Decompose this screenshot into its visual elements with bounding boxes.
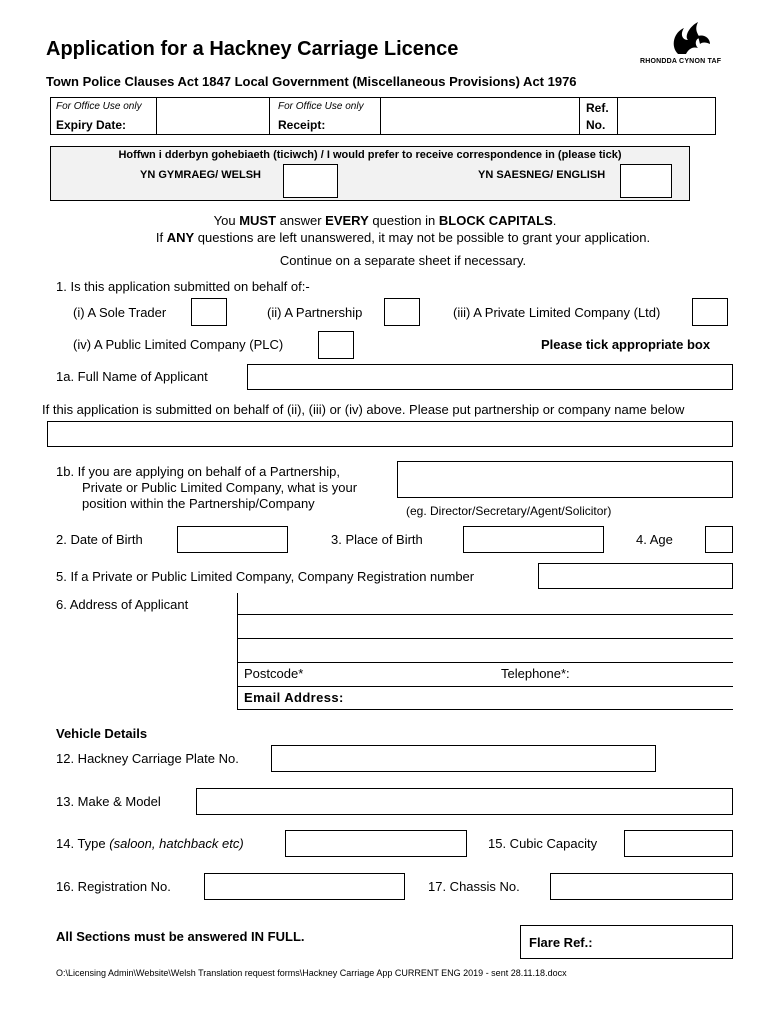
private-ltd-label: (iii) A Private Limited Company (Ltd) [453,305,661,320]
partnership-checkbox[interactable] [384,298,420,326]
all-sections-note: All Sections must be answered IN FULL. [56,929,305,944]
position-example: (eg. Director/Secretary/Agent/Solicitor) [406,504,612,518]
make-model-field[interactable] [196,788,733,815]
chassis-label: 17. Chassis No. [428,879,520,894]
dob-label: 2. Date of Birth [56,532,143,547]
address-border [237,593,238,710]
logo-text: RHONDDA CYNON TAF [640,58,722,65]
receipt-label: Receipt: [278,118,326,132]
full-name-field[interactable] [247,364,733,390]
q1b-label-line1: 1b. If you are applying on behalf of a Partnership, [56,464,341,479]
file-path: O:\Licensing Admin\Website\Welsh Translation request forms\Hackney Carriage App CURRENT ENG 2019 - sent 28.11.18.docx [56,968,567,978]
registration-label: 16. Registration No. [56,879,171,894]
sole-trader-label: (i) A Sole Trader [73,305,167,320]
type-field[interactable] [285,830,467,857]
private-ltd-checkbox[interactable] [692,298,728,326]
company-reg-label: 5. If a Private or Public Limited Company, Company Registration number [56,569,475,584]
council-logo [640,18,730,68]
dragon-icon [640,18,730,58]
make-model-label: 13. Make & Model [56,794,161,809]
office-use-label: For Office Use only [278,101,364,112]
english-label: YN SAESNEG/ ENGLISH [478,169,606,181]
english-checkbox[interactable] [620,164,672,198]
dob-field[interactable] [177,526,288,553]
expiry-date-field[interactable] [156,97,270,135]
age-label: 4. Age [636,532,673,547]
page-subtitle: Town Police Clauses Act 1847 Local Government (Miscellaneous Provisions) Act 1976 [46,74,577,89]
telephone-label[interactable]: Telephone*: [501,666,570,681]
type-label: 14. Type (saloon, hatchback etc) [56,836,244,851]
address-label: 6. Address of Applicant [56,597,189,612]
address-line-1[interactable] [237,614,733,615]
postcode-label[interactable]: Postcode* [244,666,304,681]
email-label[interactable]: Email Address: [244,690,344,705]
email-line [237,709,733,710]
instruction-line-2: If ANY questions are left unanswered, it may not be possible to grant your application. [155,230,651,245]
language-prompt: Hoffwn i dderbyn gohebiaeth (ticiwch) / I would prefer to receive correspondence in (please tick) [118,149,622,161]
company-reg-field[interactable] [538,563,733,589]
q1a-label: 1a. Full Name of Applicant [56,369,208,384]
registration-field[interactable] [204,873,405,900]
cubic-capacity-label: 15. Cubic Capacity [488,836,598,851]
sole-trader-checkbox[interactable] [191,298,227,326]
vehicle-details-heading: Vehicle Details [56,726,148,741]
position-field[interactable] [397,461,733,498]
receipt-field[interactable] [380,97,580,135]
plate-no-label: 12. Hackney Carriage Plate No. [56,751,239,766]
welsh-label: YN GYMRAEG/ WELSH [140,169,262,181]
page-title: Application for a Hackney Carriage Licence [46,38,459,60]
address-line-3[interactable] [237,662,733,663]
cubic-capacity-field[interactable] [624,830,733,857]
q1b-label-line3: position within the Partnership/Company [82,496,315,511]
welsh-checkbox[interactable] [283,164,338,198]
place-of-birth-label: 3. Place of Birth [331,532,423,547]
q1-label: 1. Is this application submitted on behalf of:- [56,279,310,294]
plc-checkbox[interactable] [318,331,354,359]
place-of-birth-field[interactable] [463,526,604,553]
company-name-field[interactable] [47,421,733,447]
chassis-field[interactable] [550,873,733,900]
age-field[interactable] [705,526,733,553]
expiry-date-label: Expiry Date: [56,118,127,132]
instruction-line-1: You MUST answer EVERY question in BLOCK CAPITALS. [213,213,557,228]
flare-ref-label: Flare Ref.: [529,935,593,950]
q1b-label-line2: Private or Public Limited Company, what is your [82,480,358,495]
instruction-line-3: Continue on a separate sheet if necessary. [279,253,527,268]
ref-no-field[interactable] [618,97,716,135]
no-label: No. [586,118,606,132]
plc-label: (iv) A Public Limited Company (PLC) [73,337,284,352]
office-use-label: For Office Use only [56,101,142,112]
plate-no-field[interactable] [271,745,656,772]
address-line-2[interactable] [237,638,733,639]
tick-note: Please tick appropriate box [541,337,711,352]
ref-label: Ref. [586,101,609,115]
company-name-note: If this application is submitted on behalf of (ii), (iii) or (iv) above. Please put partnership or company name below [42,402,685,417]
partnership-label: (ii) A Partnership [267,305,363,320]
postcode-line [237,686,733,687]
